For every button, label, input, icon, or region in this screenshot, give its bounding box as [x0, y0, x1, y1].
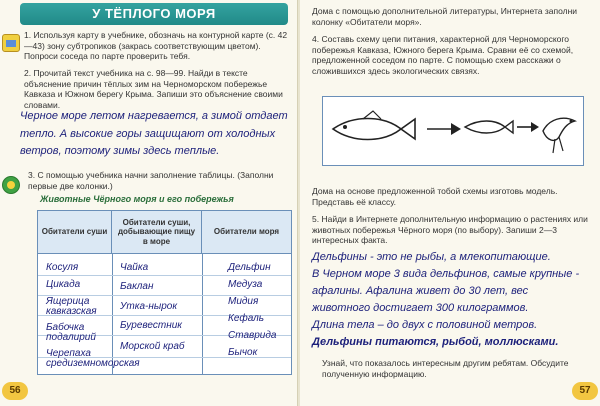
answer-5-line-2: В Черном море 3 вида дельфинов, самые крупные - — [312, 268, 580, 280]
answer-2-line-2: тепло. А высокие горы защищают от холодных — [20, 128, 276, 140]
intro-text: Дома с помощью дополнительной литературы, Интернета заполни колонку «Обитатели моря». — [312, 6, 578, 27]
table-cell: Кефаль — [228, 313, 265, 324]
food-chain-diagram — [322, 96, 584, 166]
table-header-land: Обитатели суши — [38, 211, 112, 254]
left-page — [0, 0, 298, 406]
table-cell: Медуза — [228, 279, 263, 290]
answer-5-line-5: Длина тела – до двух с половиной метров. — [312, 319, 538, 331]
answer-5-line-4: животного достигает 300 килограммов. — [312, 302, 529, 314]
table-cell: Мидия — [228, 296, 259, 307]
fish-icon — [333, 111, 415, 140]
table-title: Животные Чёрного моря и его побережья — [40, 194, 234, 204]
task-4-home-text: Дома на основе предложенной тобой схемы изготовь модель. Представь её классу. — [312, 186, 558, 207]
table-cell: Ставрида — [228, 330, 277, 341]
page-number-right: 57 — [572, 382, 598, 400]
right-page — [300, 0, 600, 406]
book-icon — [2, 34, 20, 52]
chapter-banner — [20, 3, 288, 25]
table-rule — [38, 275, 291, 276]
bird-icon — [543, 118, 575, 153]
arrow-icon — [517, 122, 539, 132]
fish-icon — [465, 121, 513, 133]
table-cell: Ящерица кавказская — [46, 296, 97, 317]
task-5-text: 5. Найди в Интернете дополнительную информацию о растениях или животных побережья Чёрного моря (по выбору). Запиши 2—3 интересных факта. — [312, 214, 588, 245]
answer-2-line-3: ветров, поэтому зимы здесь теплые. — [20, 145, 220, 157]
table-cell: Бабочка подалирий — [46, 322, 96, 343]
table-cell: Чайка — [120, 262, 149, 273]
arrow-icon — [427, 123, 461, 135]
table-cell: Буревестник — [120, 320, 182, 331]
food-chain-drawing — [323, 97, 585, 167]
table-cell: Баклан — [120, 281, 154, 292]
task-2-text: 2. Прочитай текст учебника на с. 98—99. Найди в тексте объяснение причин тёплых зим на Черноморском побережье Кавказа и Южном берегу Крыма. Запиши это объяснение своими словами. — [24, 68, 283, 110]
table-header-land-sea-food: Обитатели суши, добывающие пищу в море — [112, 211, 202, 254]
table-cell: Дельфин — [228, 262, 271, 273]
outro-text: Узнай, что показалось интересным другим ребятам. Обсудите полученную информацию. — [322, 358, 569, 379]
answer-2-line-1: Черное море летом нагревается, а зимой отдает — [20, 110, 288, 122]
owl-icon — [2, 176, 20, 194]
answer-5-line-3: афалины. Афалина живет до 30 лет, вес — [312, 285, 529, 297]
table-cell: Утка-нырок — [120, 301, 178, 312]
table-cell: Бычок — [228, 347, 258, 358]
table-cell: Морской краб — [120, 341, 185, 352]
task-1-text: 1. Используя карту в учебнике, обозначь на контурной карте (с. 42—43) зону субтропиков (закрась соответствующим цветом). Попроси соседа по парте проверить тебя. — [24, 30, 288, 61]
table-cell: Цикада — [46, 279, 81, 290]
answer-5-line-6: Дельфины питаются, рыбой, моллюсками. — [312, 336, 559, 348]
table-header-sea: Обитатели моря — [202, 211, 291, 254]
table-cell: Черепаха средиземноморская — [46, 348, 140, 369]
page-number-left: 56 — [2, 382, 28, 400]
task-4-text: 4. Составь схему цепи питания, характерной для Черноморского побережья Кавказа, Южного берега Крыма. Сравни её со схемой, предложенной соседом по парте. С помощью схем расскажи о сложившихся здесь экологических связях. — [312, 34, 574, 76]
animals-table — [37, 210, 292, 375]
table-cell: Косуля — [46, 262, 79, 273]
chapter-title: У ТЁПЛОГО МОРЯ — [92, 6, 216, 21]
task-3-text: 3. С помощью учебника начни заполнение таблицы. (Заполни первые две колонки.) — [28, 170, 274, 191]
answer-5-line-1: Дельфины - это не рыбы, а млекопитающие. — [312, 251, 551, 263]
table-divider — [202, 254, 203, 374]
